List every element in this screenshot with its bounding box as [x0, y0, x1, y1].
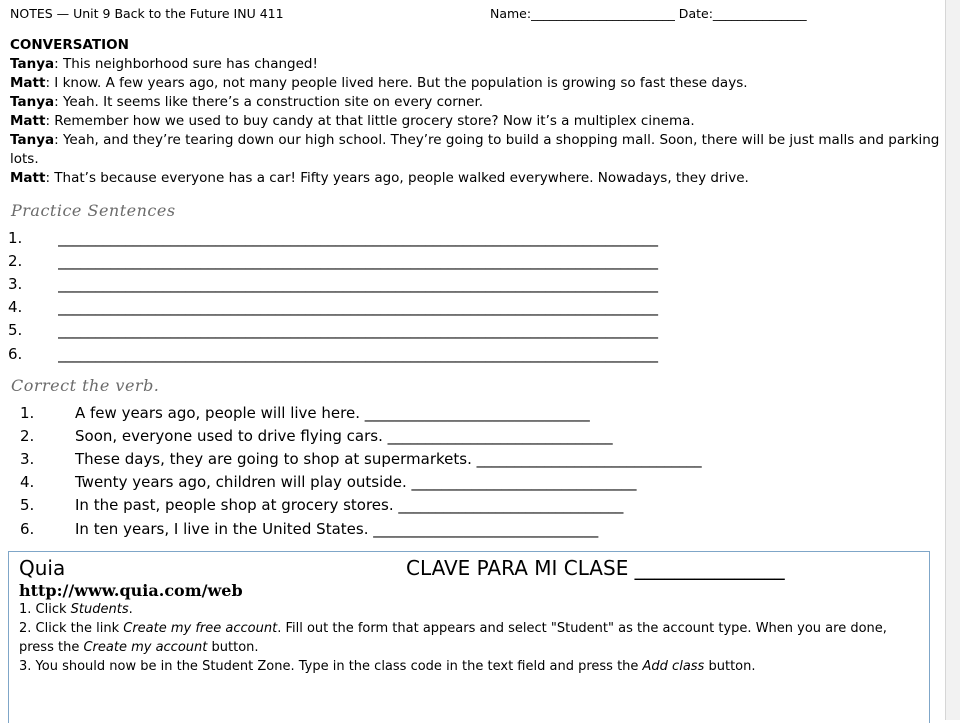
- step-emphasis: Students: [70, 602, 129, 617]
- item-text: In ten years, I live in the United States. ______________________________: [75, 519, 599, 538]
- step-emphasis: Create my account: [83, 640, 208, 655]
- practice-row[interactable]: [8, 226, 918, 249]
- answer-blank[interactable]: ________________________________________________________________________________: [58, 344, 658, 363]
- dialogue-text: : Yeah. It seems like there’s a construction site on every corner.: [54, 94, 484, 110]
- quia-title-row: [19, 555, 919, 581]
- practice-row[interactable]: [8, 249, 918, 272]
- step-text: button.: [704, 659, 756, 674]
- item-number: 6.: [20, 519, 35, 538]
- speaker-name: Tanya: [10, 94, 55, 110]
- dialogue-text: : That’s because everyone has a car! Fifty years ago, people walked everywhere. Nowadays, they drive.: [45, 170, 749, 186]
- exercise-item[interactable]: [20, 424, 910, 447]
- correct-verb-list: [20, 401, 910, 540]
- conversation-section: [10, 36, 945, 188]
- speaker-name: Matt: [10, 75, 46, 91]
- speaker-name: Tanya: [10, 56, 55, 72]
- speaker-name: Matt: [10, 113, 46, 129]
- practice-row[interactable]: [8, 342, 918, 365]
- dialogue-line: [10, 93, 945, 112]
- exercise-item[interactable]: [20, 494, 910, 517]
- step-emphasis: Create my free account: [123, 621, 278, 636]
- item-text: Soon, everyone used to drive flying cars. ______________________________: [75, 426, 613, 445]
- step-text: 3. You should now be in the Student Zone. Type in the class code in the text field and press the: [19, 659, 643, 674]
- step-text: button.: [207, 640, 259, 655]
- name-date-fields: Name:_______________________ Date:_______________: [490, 6, 807, 21]
- dialogue-text: : Remember how we used to buy candy at that little grocery store? Now it’s a multiplex cinema.: [45, 113, 695, 129]
- class-code-field[interactable]: CLAVE PARA MI CLASE _______________: [406, 556, 785, 580]
- item-number: 2.: [20, 426, 35, 445]
- practice-row[interactable]: [8, 272, 918, 295]
- scrollbar[interactable]: [945, 0, 960, 720]
- item-text: Twenty years ago, children will play outside. ______________________________: [75, 473, 637, 492]
- dialogue-text: : I know. A few years ago, not many people lived here. But the population is growing so fast these days.: [45, 75, 748, 91]
- practice-number: 6.: [8, 344, 23, 363]
- exercise-item[interactable]: [20, 471, 910, 494]
- answer-blank[interactable]: ________________________________________________________________________________: [58, 228, 658, 247]
- step-text: .: [128, 602, 133, 617]
- exercise-item[interactable]: [20, 517, 910, 540]
- quia-step-1: [19, 600, 919, 619]
- practice-number: 3.: [8, 274, 23, 293]
- dialogue-line: [10, 112, 945, 131]
- quia-step-2: [19, 619, 919, 657]
- exercise-item[interactable]: [20, 447, 910, 470]
- item-text: In the past, people shop at grocery stores. ______________________________: [75, 496, 624, 515]
- practice-number: 1.: [8, 228, 23, 247]
- quia-link[interactable]: http://www.quia.com/web: [19, 581, 243, 600]
- item-number: 4.: [20, 473, 35, 492]
- dialogue-line: [10, 131, 945, 169]
- step-text: 2. Click the link: [19, 621, 124, 636]
- practice-heading: Practice Sentences: [11, 201, 176, 220]
- item-number: 3.: [20, 449, 35, 468]
- step-text: . Fill out the form that appears and select "Student" as the account type. When you are done, press the: [19, 621, 887, 655]
- notes-header: NOTES — Unit 9 Back to the Future INU 411: [10, 6, 284, 21]
- item-number: 1.: [20, 403, 35, 422]
- answer-blank[interactable]: ________________________________________________________________________________: [58, 321, 658, 340]
- conversation-title: CONVERSATION: [10, 37, 129, 53]
- speaker-name: Tanya: [10, 132, 55, 148]
- correct-verb-heading: Correct the verb.: [11, 376, 160, 395]
- dialogue-line: [10, 55, 945, 74]
- exercise-item[interactable]: [20, 401, 910, 424]
- item-text: A few years ago, people will live here. ______________________________: [75, 403, 590, 422]
- practice-number: 2.: [8, 251, 23, 270]
- quia-box: [8, 551, 930, 723]
- answer-blank[interactable]: ________________________________________________________________________________: [58, 298, 658, 317]
- step-text: 1. Click: [19, 602, 71, 617]
- practice-row[interactable]: [8, 296, 918, 319]
- dialogue-line: [10, 74, 945, 93]
- practice-number: 4.: [8, 298, 23, 317]
- speaker-name: Matt: [10, 170, 46, 186]
- dialogue-line: [10, 169, 945, 188]
- dialogue-text: : Yeah, and they’re tearing down our high school. They’re going to build a shopping mall. Soon, there will be just malls and parking lots.: [10, 132, 940, 167]
- quia-name: Quia: [19, 556, 66, 580]
- item-text: These days, they are going to shop at supermarkets. ______________________________: [75, 449, 702, 468]
- step-emphasis: Add class: [642, 659, 705, 674]
- dialogue-text: : This neighborhood sure has changed!: [54, 56, 318, 72]
- quia-step-3: [19, 657, 919, 676]
- answer-blank[interactable]: ________________________________________________________________________________: [58, 274, 658, 293]
- practice-row[interactable]: [8, 319, 918, 342]
- answer-blank[interactable]: ________________________________________________________________________________: [58, 251, 658, 270]
- item-number: 5.: [20, 496, 35, 515]
- practice-number: 5.: [8, 321, 23, 340]
- practice-list: [8, 226, 918, 365]
